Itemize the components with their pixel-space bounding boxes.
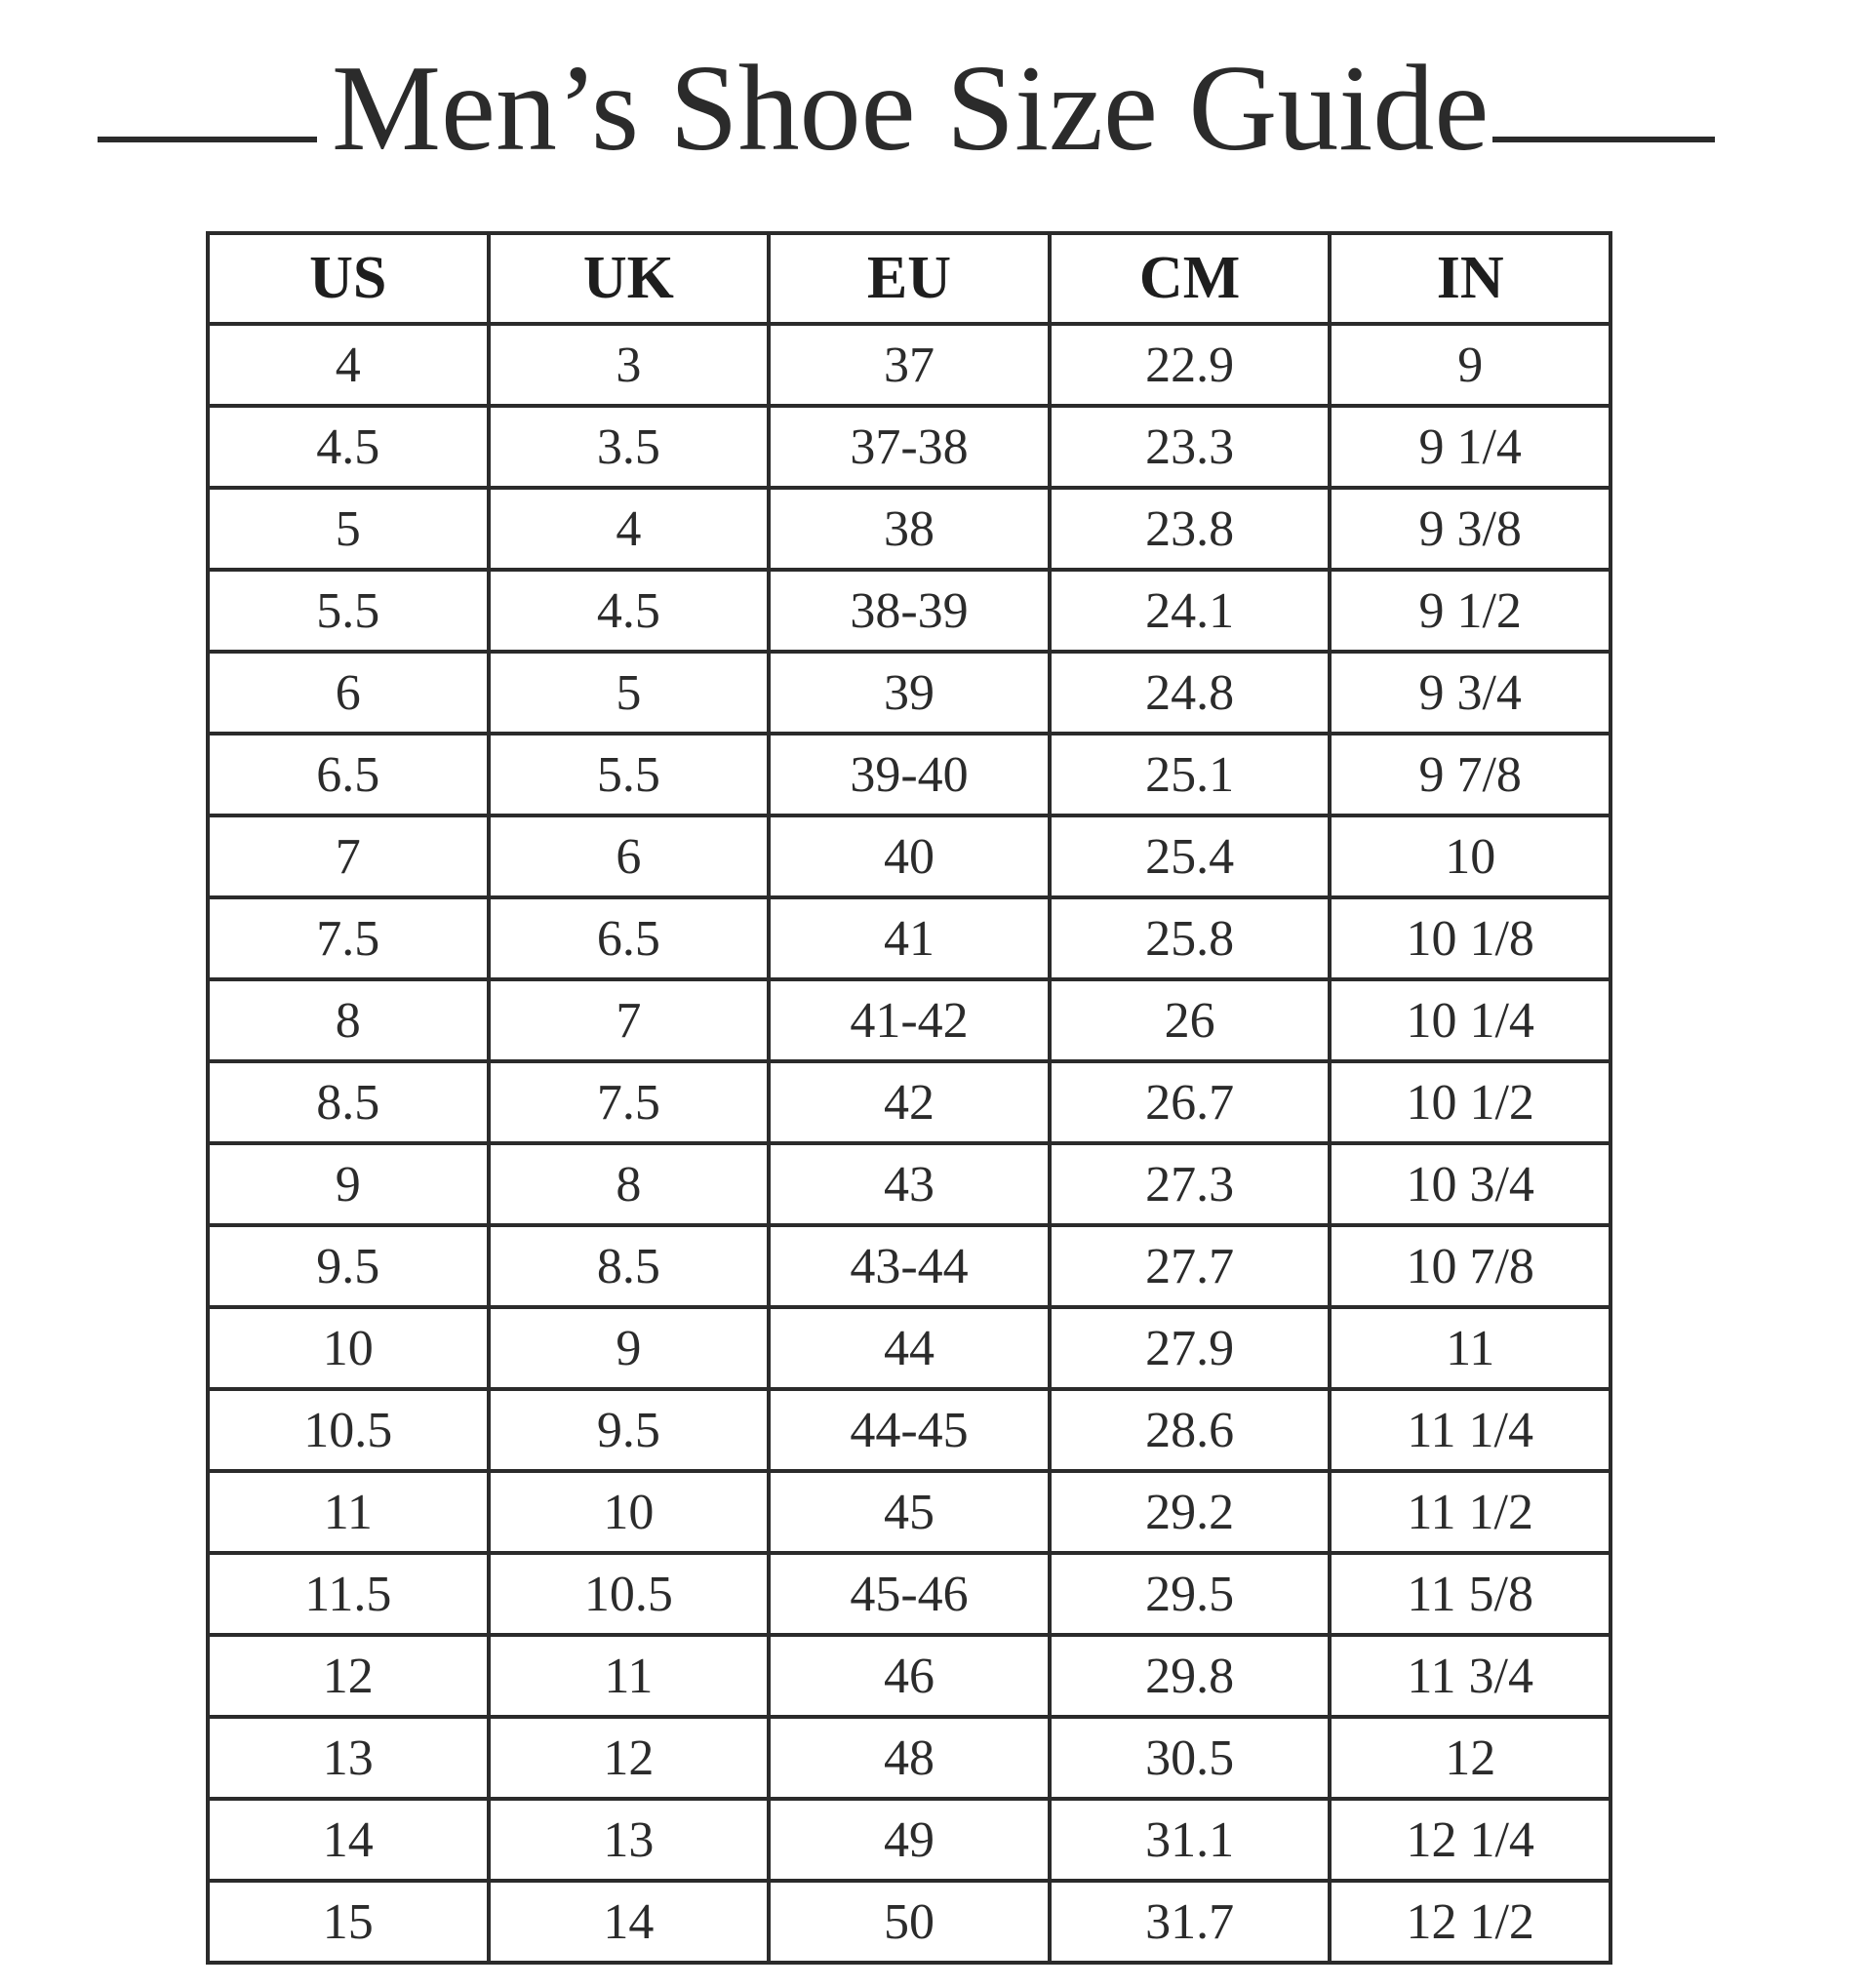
cell-uk: 9	[489, 1307, 770, 1389]
title-rule-right	[1492, 137, 1715, 142]
cell-in: 9 3/8	[1330, 488, 1611, 570]
cell-in: 9 3/4	[1330, 652, 1611, 734]
cell-eu: 45	[769, 1471, 1050, 1553]
title-rule-left	[98, 137, 317, 142]
cell-us: 10	[208, 1307, 489, 1389]
cell-eu: 44-45	[769, 1389, 1050, 1471]
cell-eu: 39-40	[769, 734, 1050, 815]
cell-eu: 38-39	[769, 570, 1050, 652]
table-row	[208, 1143, 1611, 1225]
column-header-us: US	[208, 233, 489, 324]
table-row	[208, 652, 1611, 734]
cell-in: 12 1/4	[1330, 1799, 1611, 1881]
cell-in: 11 3/4	[1330, 1635, 1611, 1717]
table-row	[208, 1553, 1611, 1635]
cell-in: 11 5/8	[1330, 1553, 1611, 1635]
cell-cm: 25.4	[1050, 815, 1331, 897]
cell-us: 9	[208, 1143, 489, 1225]
cell-eu: 41-42	[769, 979, 1050, 1061]
cell-in: 11 1/2	[1330, 1471, 1611, 1553]
cell-cm: 30.5	[1050, 1717, 1331, 1799]
cell-uk: 10.5	[489, 1553, 770, 1635]
cell-us: 7	[208, 815, 489, 897]
cell-in: 9	[1330, 324, 1611, 406]
cell-eu: 40	[769, 815, 1050, 897]
cell-eu: 49	[769, 1799, 1050, 1881]
table-row	[208, 488, 1611, 570]
cell-uk: 9.5	[489, 1389, 770, 1471]
table-row	[208, 1389, 1611, 1471]
cell-cm: 24.8	[1050, 652, 1331, 734]
column-header-uk: UK	[489, 233, 770, 324]
cell-us: 6.5	[208, 734, 489, 815]
cell-in: 11	[1330, 1307, 1611, 1389]
cell-cm: 31.7	[1050, 1881, 1331, 1963]
cell-uk: 5	[489, 652, 770, 734]
cell-cm: 22.9	[1050, 324, 1331, 406]
cell-us: 14	[208, 1799, 489, 1881]
cell-eu: 46	[769, 1635, 1050, 1717]
cell-uk: 3	[489, 324, 770, 406]
cell-cm: 23.3	[1050, 406, 1331, 488]
cell-uk: 8.5	[489, 1225, 770, 1307]
cell-in: 9 1/2	[1330, 570, 1611, 652]
cell-eu: 37	[769, 324, 1050, 406]
cell-cm: 23.8	[1050, 488, 1331, 570]
column-header-eu: EU	[769, 233, 1050, 324]
column-header-in: IN	[1330, 233, 1611, 324]
cell-in: 10 1/2	[1330, 1061, 1611, 1143]
cell-uk: 7.5	[489, 1061, 770, 1143]
cell-uk: 7	[489, 979, 770, 1061]
cell-cm: 25.1	[1050, 734, 1331, 815]
cell-us: 4	[208, 324, 489, 406]
cell-us: 11	[208, 1471, 489, 1553]
cell-uk: 3.5	[489, 406, 770, 488]
cell-in: 12 1/2	[1330, 1881, 1611, 1963]
cell-cm: 24.1	[1050, 570, 1331, 652]
cell-uk: 10	[489, 1471, 770, 1553]
cell-us: 11.5	[208, 1553, 489, 1635]
cell-us: 5	[208, 488, 489, 570]
cell-uk: 6	[489, 815, 770, 897]
cell-cm: 26.7	[1050, 1061, 1331, 1143]
cell-us: 5.5	[208, 570, 489, 652]
table-row	[208, 1717, 1611, 1799]
cell-cm: 31.1	[1050, 1799, 1331, 1881]
cell-eu: 43-44	[769, 1225, 1050, 1307]
table-row	[208, 1471, 1611, 1553]
cell-eu: 42	[769, 1061, 1050, 1143]
header-row	[208, 233, 1611, 324]
cell-in: 9 7/8	[1330, 734, 1611, 815]
cell-us: 12	[208, 1635, 489, 1717]
size-table-header	[208, 233, 1611, 324]
cell-cm: 27.3	[1050, 1143, 1331, 1225]
size-table-body	[208, 324, 1611, 1963]
table-row	[208, 570, 1611, 652]
cell-uk: 14	[489, 1881, 770, 1963]
cell-uk: 6.5	[489, 897, 770, 979]
table-row	[208, 324, 1611, 406]
column-header-cm: CM	[1050, 233, 1331, 324]
cell-cm: 29.5	[1050, 1553, 1331, 1635]
cell-cm: 27.7	[1050, 1225, 1331, 1307]
cell-us: 13	[208, 1717, 489, 1799]
cell-eu: 41	[769, 897, 1050, 979]
cell-us: 7.5	[208, 897, 489, 979]
cell-uk: 4.5	[489, 570, 770, 652]
table-row	[208, 897, 1611, 979]
cell-us: 10.5	[208, 1389, 489, 1471]
cell-us: 8	[208, 979, 489, 1061]
cell-cm: 26	[1050, 979, 1331, 1061]
table-row	[208, 406, 1611, 488]
cell-eu: 43	[769, 1143, 1050, 1225]
title-row	[0, 29, 1869, 185]
cell-eu: 44	[769, 1307, 1050, 1389]
cell-uk: 11	[489, 1635, 770, 1717]
table-row	[208, 1307, 1611, 1389]
cell-eu: 50	[769, 1881, 1050, 1963]
cell-uk: 12	[489, 1717, 770, 1799]
size-table-container	[206, 231, 1612, 1965]
cell-in: 10 3/4	[1330, 1143, 1611, 1225]
cell-us: 15	[208, 1881, 489, 1963]
cell-in: 10 1/4	[1330, 979, 1611, 1061]
table-row	[208, 1061, 1611, 1143]
table-row	[208, 1635, 1611, 1717]
table-row	[208, 1881, 1611, 1963]
cell-us: 4.5	[208, 406, 489, 488]
cell-cm: 29.8	[1050, 1635, 1331, 1717]
cell-in: 10 7/8	[1330, 1225, 1611, 1307]
table-row	[208, 979, 1611, 1061]
cell-us: 9.5	[208, 1225, 489, 1307]
cell-cm: 29.2	[1050, 1471, 1331, 1553]
cell-in: 10 1/8	[1330, 897, 1611, 979]
cell-eu: 48	[769, 1717, 1050, 1799]
size-table	[206, 231, 1612, 1965]
cell-cm: 28.6	[1050, 1389, 1331, 1471]
cell-eu: 45-46	[769, 1553, 1050, 1635]
table-row	[208, 734, 1611, 815]
cell-cm: 27.9	[1050, 1307, 1331, 1389]
cell-uk: 13	[489, 1799, 770, 1881]
cell-us: 6	[208, 652, 489, 734]
cell-in: 9 1/4	[1330, 406, 1611, 488]
table-row	[208, 1799, 1611, 1881]
cell-uk: 4	[489, 488, 770, 570]
cell-in: 11 1/4	[1330, 1389, 1611, 1471]
cell-eu: 39	[769, 652, 1050, 734]
table-row	[208, 815, 1611, 897]
cell-in: 12	[1330, 1717, 1611, 1799]
cell-eu: 38	[769, 488, 1050, 570]
cell-eu: 37-38	[769, 406, 1050, 488]
cell-cm: 25.8	[1050, 897, 1331, 979]
cell-uk: 5.5	[489, 734, 770, 815]
table-row	[208, 1225, 1611, 1307]
page-title: Men’s Shoe Size Guide	[332, 41, 1490, 177]
cell-us: 8.5	[208, 1061, 489, 1143]
cell-uk: 8	[489, 1143, 770, 1225]
cell-in: 10	[1330, 815, 1611, 897]
